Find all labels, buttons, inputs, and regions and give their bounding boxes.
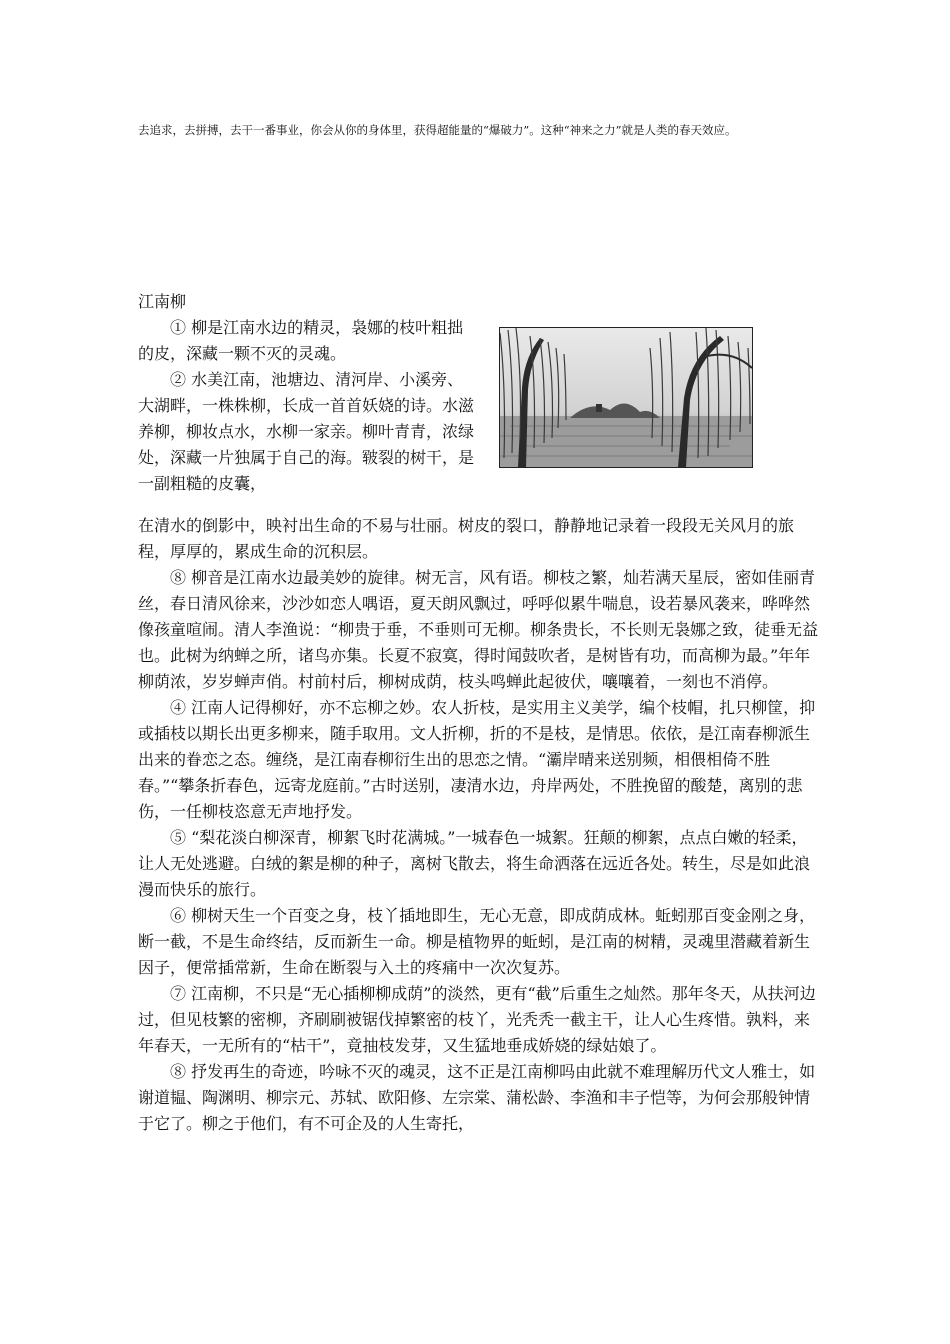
- paragraph-4: ④ 江南人记得柳好，亦不忘柳之妙。农人折枝，是实用主义美学，编个枝帽，扎只柳筐，抑或插枝以期长出更多柳来，随手取用。文人折柳，折的不是枝，是情思。依依，是江南春柳派生出来的眷恋之态。缠绕，是江南春柳衍生出的思恋之情。“灞岸晴来送别频，相偎相倚不胜春。”“攀条折春色，远寄龙庭前。”古时送别，凄清水边，舟岸两处，不胜挽留的酸楚，离别的悲伤，一任柳枝恣意无声地抒发。: [138, 698, 816, 821]
- paragraph-6: ⑥ 柳树天生一个百变之身，枝丫插地即生，无心无意，即成荫成林。蚯蚓那百变金刚之身，断一截，不是生命终结，反而新生一命。柳是植物界的蚯蚓，是江南的树精，灵魂里潜藏着新生因子，便常插常新，生命在断裂与入土的疼痛中一次次复苏。: [138, 906, 816, 977]
- paragraph-5: ⑤ “梨花淡白柳深青，柳絮飞时花满城。”一城春色一城絮。狂颠的柳絮，点点白嫩的轻柔，让人无处逃避。白绒的絮是柳的种子，离树飞散去，将生命洒落在远近各处。转生，尽是如此浪漫而快乐的旅行。: [138, 828, 811, 899]
- main-text: [138, 513, 820, 1137]
- paragraph-1: ① 柳是江南水边的精灵，袅娜的枝叶粗拙的皮，深藏一颗不灭的灵魂。: [138, 318, 464, 363]
- paragraph-8: ⑧ 抒发再生的奇迹，吟咏不灭的魂灵，这不正是江南柳吗由此就不难理解历代文人雅士，如谢道韫、陶渊明、柳宗元、苏轼、欧阳修、左宗棠、蒲松龄、李渔和丰子恺等，为何会那般钟情于它了。柳之于他们，有不可企及的人生寄托，: [138, 1062, 816, 1133]
- column-text: [138, 315, 476, 497]
- paragraph-7: ⑦ 江南柳，不只是“无心插柳柳成荫”的淡然，更有“截”后重生之灿然。那年冬天，从扶河边过，但见枝繁的密柳，齐刷刷被锯伐掉繁密的枝丫，光秃秃一截主干，让人心生疼惜。孰料，来年春天，一无所有的“枯干”，竟抽枝发芽，又生猛地垂成娇娆的绿姑娘了。: [138, 984, 816, 1055]
- paragraph-3: ⑧ 柳音是江南水边最美妙的旋律。树无言，风有语。柳枝之繁，灿若满天星辰，密如佳丽青丝，春日清风徐来，沙沙如恋人喁语，夏天朗风飘过，呼呼似累牛喘息，设若暴风袭来，哗哗然像孩童喧闹。清人李渔说：“柳贵于垂，不垂则可无柳。柳条贵长，不长则无袅娜之致，徒垂无益也。此树为纳蝉之所，诸鸟亦集。长夏不寂寞，得时闻鼓吹者，是树皆有功，而高柳为最。”年年柳荫浓，岁岁蝉声俏。村前村后，柳树成荫，枝头鸣蝉此起彼伏，嚷嚷着，一刻也不消停。: [138, 568, 819, 691]
- article-title: 江南柳: [138, 292, 187, 311]
- willow-lake-photo: [499, 327, 753, 468]
- paragraph-2-cont: 在清水的倒影中，映衬出生命的不易与壮丽。树皮的裂口，静静地记录着一段段无关风月的旅程，厚厚的，累成生命的沉积层。: [138, 516, 795, 561]
- intro-text: 去追求，去拼搏，去干一番事业，你会从你的身体里，获得超能量的“爆破力”。这种“神来之力”就是人类的春天效应。: [138, 123, 737, 137]
- paragraph-2: ② 水美江南，池塘边、清河岸、小溪旁、大湖畔，一株株柳，长成一首首妖娆的诗。水滋养柳，柳妆点水，水柳一家亲。柳叶青青，浓绿处，深藏一片独属于自己的海。皲裂的树干，是一副粗糙的皮囊，: [138, 370, 475, 493]
